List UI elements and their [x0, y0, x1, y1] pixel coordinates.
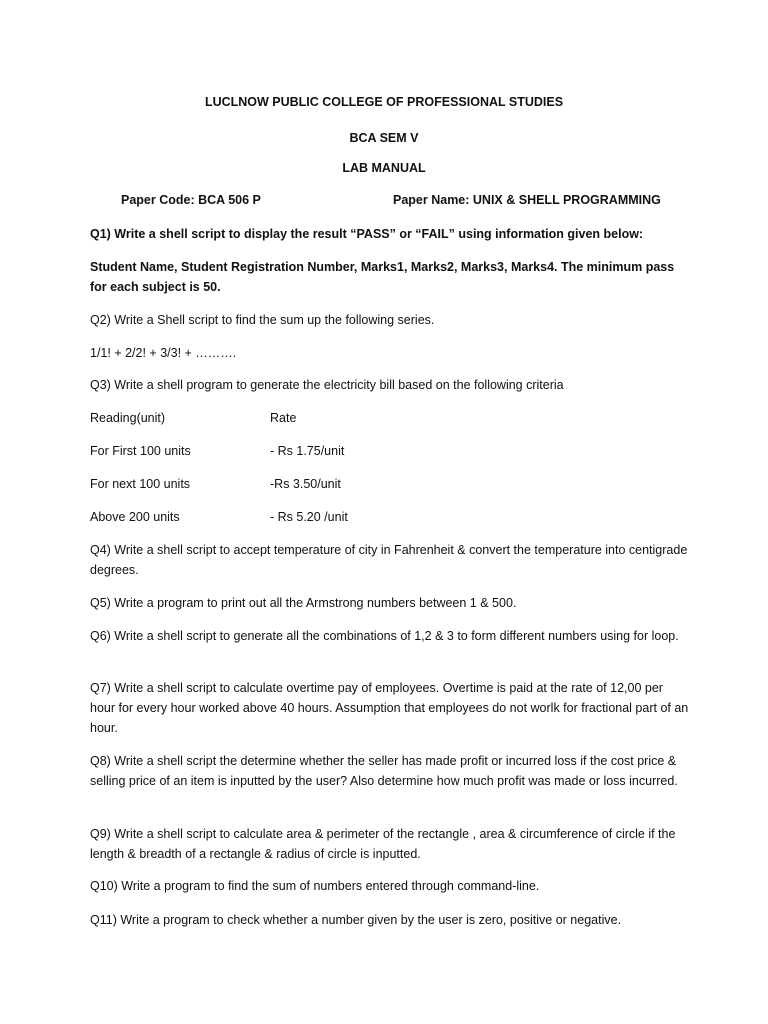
manual-title: LAB MANUAL — [342, 161, 426, 175]
question-11: Q11) Write a program to check whether a number given by the user is zero, positive or negative. — [90, 913, 622, 927]
question-4: Q4) Write a shell script to accept temperature of city in Fahrenheit & convert the temperature into centigrade degrees. — [90, 543, 688, 577]
question-1: Q1) Write a shell script to display the result “PASS” or “FAIL” using information given below: — [90, 227, 644, 241]
question-7: Q7) Write a shell script to calculate overtime pay of employees. Overtime is paid at the rate of 12,00 per hour for every hour worked above 40 hours. Assumption that employees do not worlk for fractional part of an hour. — [90, 681, 689, 735]
rate-table-row-1-rate: - Rs 1.75/unit — [270, 444, 345, 458]
question-2-series: 1/1! + 2/2! + 3/3! + ………. — [90, 346, 237, 360]
question-6: Q6) Write a shell script to generate all the combinations of 1,2 & 3 to form different numbers using for loop. — [90, 629, 679, 643]
question-10: Q10) Write a program to find the sum of numbers entered through command-line. — [90, 879, 540, 893]
question-9: Q9) Write a shell script to calculate area & perimeter of the rectangle , area & circumference of circle if the length & breadth of a rectangle & radius of circle is inputted. — [90, 827, 676, 861]
question-8: Q8) Write a shell script the determine whether the seller has made profit or incurred loss if the cost price & selling price of an item is inputted by the user? Also determine how much profit was made or loss incurred. — [90, 754, 678, 788]
rate-table-row-1-reading: For First 100 units — [90, 444, 191, 458]
question-3: Q3) Write a shell program to generate the electricity bill based on the following criteria — [90, 378, 564, 392]
rate-table-row-3-rate: - Rs 5.20 /unit — [270, 510, 348, 524]
rate-table-row-2-reading: For next 100 units — [90, 477, 191, 491]
question-1-detail: Student Name, Student Registration Number, Marks1, Marks2, Marks3, Marks4. The minimum pass for each subject is 50. — [90, 260, 675, 294]
rate-table-row-3-reading: Above 200 units — [90, 510, 180, 524]
rate-table-row-2-rate: -Rs 3.50/unit — [270, 477, 341, 491]
college-title: LUCLNOW PUBLIC COLLEGE OF PROFESSIONAL STUDIES — [204, 95, 564, 109]
paper-code: Paper Code: BCA 506 P — [121, 193, 261, 207]
question-2: Q2) Write a Shell script to find the sum up the following series. — [90, 313, 435, 327]
rate-table-header-reading: Reading(unit) — [90, 411, 166, 425]
rate-table-header-rate: Rate — [270, 411, 297, 425]
paper-name: Paper Name: UNIX & SHELL PROGRAMMING — [393, 193, 661, 207]
semester-title: BCA SEM V — [349, 131, 419, 145]
question-5: Q5) Write a program to print out all the Armstrong numbers between 1 & 500. — [90, 596, 517, 610]
